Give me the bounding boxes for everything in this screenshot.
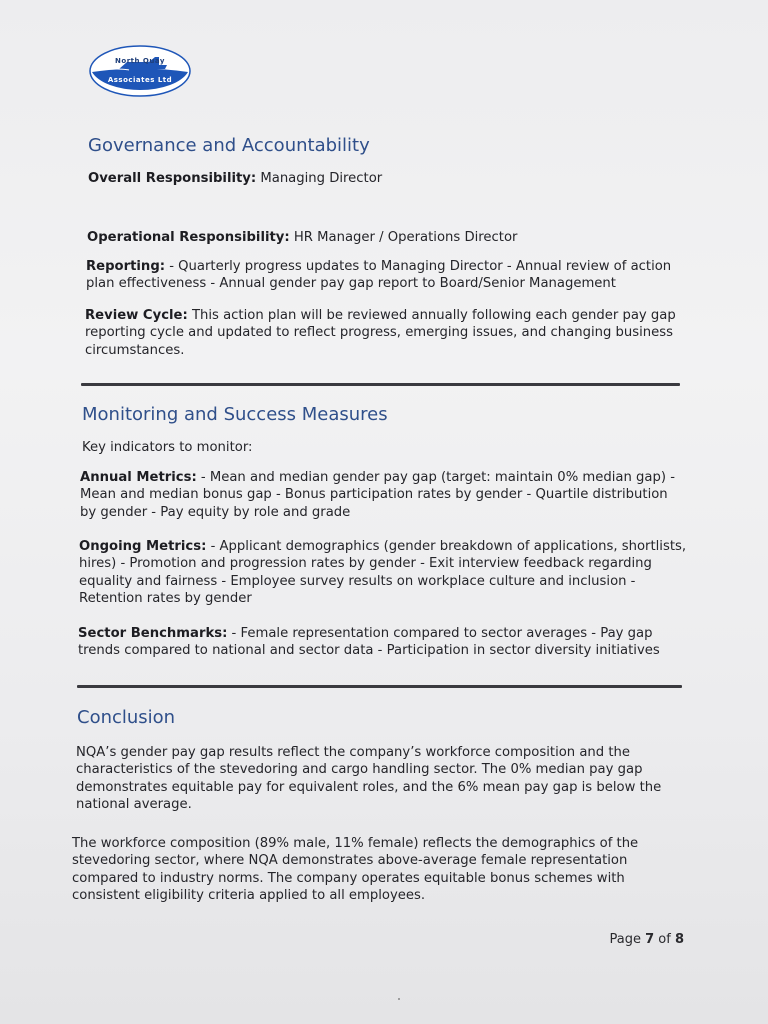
page-word: Page: [609, 932, 646, 947]
monitoring-intro: Key indicators to monitor:: [82, 440, 253, 455]
section-heading-governance: Governance and Accountability: [88, 135, 370, 156]
overall-responsibility-value: Managing Director: [256, 171, 383, 186]
conclusion-paragraph-1: [76, 744, 661, 814]
logo-line-1: North Quay: [115, 57, 165, 65]
sector-line-2: trends compared to national and sector data - Participation in sector diversity initiatives: [78, 643, 660, 659]
sector-line-1: - Female representation compared to sector averages - Pay gap: [227, 626, 653, 641]
review-cycle-paragraph: [85, 307, 676, 359]
review-line-3: circumstances.: [85, 342, 185, 358]
review-line-1: This action plan will be reviewed annually following each gender pay gap: [187, 308, 676, 323]
section-divider-2: [77, 685, 682, 688]
page-number: [610, 932, 685, 947]
paper-speck: [398, 998, 400, 1000]
conclusion-p2-line-4: consistent eligibility criteria applied to all employees.: [72, 888, 426, 904]
company-logo: [89, 45, 191, 97]
annual-line-2: Mean and median bonus gap - Bonus participation rates by gender - Quartile distribution: [80, 487, 668, 503]
ongoing-line-2: hires) - Promotion and progression rates by gender - Exit interview feedback regarding: [79, 556, 652, 572]
of-word: of: [654, 932, 675, 947]
section-divider-1: [81, 383, 680, 386]
section-heading-conclusion: Conclusion: [77, 707, 176, 728]
annual-metrics-paragraph: [80, 469, 675, 521]
conclusion-p1-line-3: demonstrates equitable pay for equivalent roles, and the 6% mean pay gap is below the: [76, 779, 662, 795]
annual-metrics-label: Annual Metrics:: [80, 470, 197, 485]
ongoing-line-3: equality and fairness - Employee survey results on workplace culture and inclusion -: [79, 573, 636, 589]
total-pages: 8: [674, 932, 684, 947]
operational-responsibility-label: Operational Responsibility:: [87, 230, 290, 245]
current-page: 7: [645, 932, 655, 947]
review-line-2: reporting cycle and updated to reflect progress, emerging issues, and changing business: [85, 325, 674, 341]
conclusion-p2-line-2: stevedoring sector, where NQA demonstrates above-average female representation: [72, 853, 628, 869]
sector-benchmarks-paragraph: [78, 625, 660, 660]
ongoing-line-4: Retention rates by gender: [79, 591, 252, 607]
logo-line-2: Associates Ltd: [107, 76, 173, 84]
review-cycle-label: Review Cycle:: [85, 308, 188, 323]
annual-line-3: by gender - Pay equity by role and grade: [80, 504, 351, 520]
reporting-line-1: - Quarterly progress updates to Managing Director - Annual review of action: [165, 259, 672, 274]
conclusion-p1-line-4: national average.: [76, 797, 192, 813]
ongoing-metrics-paragraph: [79, 538, 686, 608]
ongoing-line-1: - Applicant demographics (gender breakdown of applications, shortlists,: [206, 539, 687, 554]
sector-benchmarks-label: Sector Benchmarks:: [78, 626, 228, 641]
conclusion-p2-line-1: The workforce composition (89% male, 11% female) reflects the demographics of the: [72, 836, 639, 851]
section-heading-monitoring: Monitoring and Success Measures: [82, 404, 388, 425]
conclusion-paragraph-2: [72, 835, 638, 905]
conclusion-p1-line-2: characteristics of the stevedoring and cargo handling sector. The 0% median pay gap: [76, 762, 643, 778]
conclusion-p1-line-1: NQA’s gender pay gap results reflect the company’s workforce composition and the: [76, 745, 630, 760]
reporting-label: Reporting:: [86, 259, 166, 274]
annual-line-1: - Mean and median gender pay gap (target: maintain 0% median gap) -: [196, 470, 675, 485]
logo-ellipse-icon: [89, 45, 191, 97]
reporting-line-2: plan effectiveness - Annual gender pay gap report to Board/Senior Management: [86, 276, 616, 292]
conclusion-p2-line-3: compared to industry norms. The company operates equitable bonus schemes with: [72, 870, 625, 886]
operational-responsibility: [87, 229, 517, 246]
overall-responsibility-label: Overall Responsibility:: [88, 171, 257, 186]
overall-responsibility: [88, 170, 382, 187]
operational-responsibility-value: HR Manager / Operations Director: [289, 230, 518, 245]
ongoing-metrics-label: Ongoing Metrics:: [79, 539, 207, 554]
reporting-paragraph: [86, 258, 671, 293]
